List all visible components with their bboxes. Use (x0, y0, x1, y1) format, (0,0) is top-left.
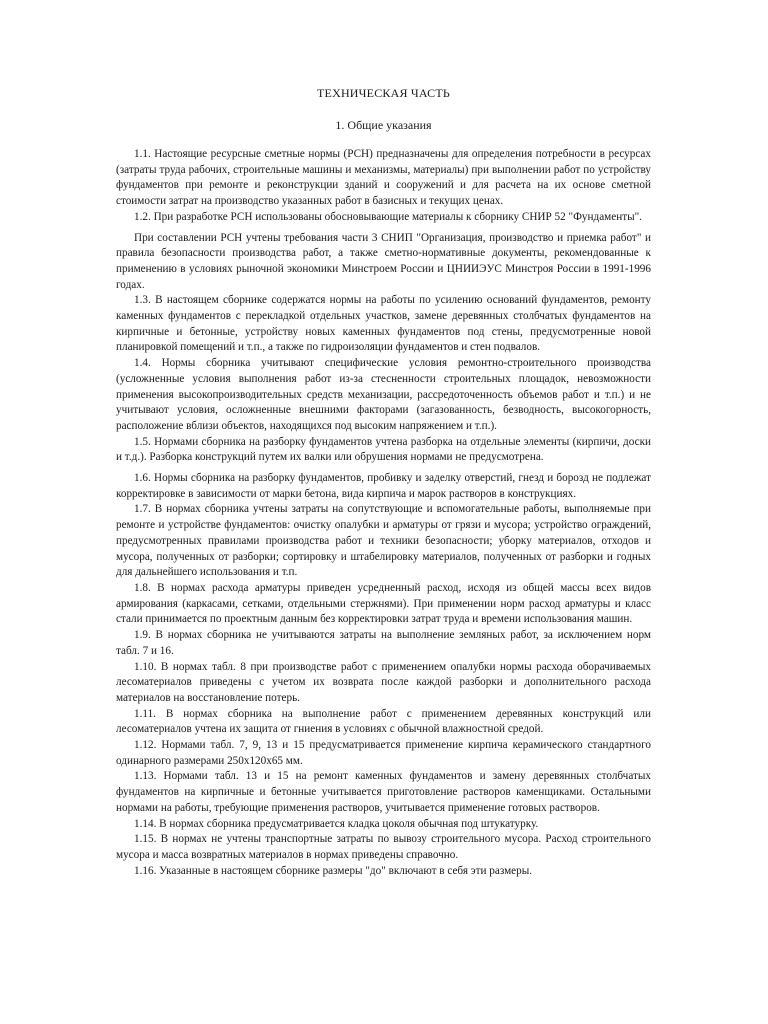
paragraph-1-16: 1.16. Указанные в настоящем сборнике размеры "до" включают в себя эти размеры. (134, 864, 533, 877)
paragraph-1-13: 1.13. Нормами табл. 13 и 15 на ремонт каменных фундаментов и замену деревянных столбчатых фундаментов на кирпичные и бетонные учитывается приготовление растворов каменщиками. Остальными нормами на работы, требующие применения растворов, учитывается применение готовых растворов. (116, 770, 651, 814)
section-title: 1. Общие указания (335, 118, 432, 132)
paragraph-1-3: 1.3. В настоящем сборнике содержатся нормы на работы по усилению оснований фундаментов, ремонту каменных фундаментов с перекладкой отдельных участков, замене деревянных столбчатых фундаментов на кирпичные и бетонные, устройству новых каменных фундаментов под стены, предусмотренные новой планировкой помещений и т.п., а также по гидроизоляции фундаментов и стен подвалов. (116, 294, 651, 354)
paragraph-1-14: 1.14. В нормах сборника предусматривается кладка цоколя обычная под штукатурку. (134, 817, 539, 830)
paragraph-1-10: 1.10. В нормах табл. 8 при производстве работ с применением опалубки нормы расхода оборачиваемых лесоматериалов приведены с учетом их возврата после каждой разборки и дополнительного расхода материалов на восстановление потерь. (116, 660, 651, 704)
document-title: ТЕХНИЧЕСКАЯ ЧАСТЬ (317, 86, 450, 100)
paragraph-1-2: 1.2. При разработке РСН использованы обосновывающие материалы к сборнику СНИР 52 "Фундаменты". (134, 210, 642, 223)
paragraph-1-12: 1.12. Нормами табл. 7, 9, 13 и 15 предусматривается применение кирпича керамического стандартного одинарного размерами 250х120х65 мм. (116, 739, 651, 767)
paragraph-1-15: 1.15. В нормах не учтены транспортные затраты по вывозу строительного мусора. Расход строительного мусора и масса возвратных материалов в нормах приведены справочно. (116, 833, 651, 861)
paragraph-1-1: 1.1. Настоящие ресурсные сметные нормы (РСН) предназначены для определения потребности в ресурсах (затраты труда рабочих, строительные машины и механизмы, материалы) при выполнении работ по устройству фундаментов при ремонте и реконструкции зданий и сооружений и для расчета на их основе сметной стоимости затрат на производство указанных работ в базисных и текущих ценах. (116, 148, 651, 208)
paragraph-1-11: 1.11. В нормах сборника на выполнение работ с применением деревянных конструкций или лесоматериалов учтена их защита от гниения в условиях с обычной влажностной средой. (116, 707, 651, 736)
document-page (116, 86, 651, 879)
paragraph-1-2-continued: При составлении РСН учтены требования части 3 СНИП "Организация, производство и приемка работ" и правила безопасности производства работ, а также сметно-нормативные документы, рекомендованные к применению в условиях рыночной экономики Минстроем России и ЦНИИЭУС Минстроя России в 1991-1996 годах. (116, 231, 651, 291)
paragraph-1-6: 1.6. Нормы сборника на разборку фундаментов, пробивку и заделку отверстий, гнезд и борозд не подлежат корректировке в зависимости от марки бетона, вида кирпича и марок растворов в конструкциях. (116, 472, 651, 500)
paragraph-1-9: 1.9. В нормах сборника не учитываются затраты на выполнение земляных работ, за исключением норм табл. 7 и 16. (116, 629, 651, 657)
paragraph-1-8: 1.8. В нормах расхода арматуры приведен усредненный расход, исходя из общей массы всех видов армирования (каркасами, сетками, отдельными стержнями). При применении норм расход арматуры и класс стали принимается по проектным данным без корректировки затрат труда и времени использования машин. (116, 581, 651, 626)
paragraph-1-5: 1.5. Нормами сборника на разборку фундаментов учтена разборка на отдельные элементы (кирпичи, доски и т.д.). Разборка конструкций путем их валки или обрушения нормами не предусмотрена. (116, 435, 651, 464)
paragraph-1-4: 1.4. Нормы сборника учитывают специфические условия ремонтно-строительного производства (усложненные условия выполнения работ из-за стесненности строительных площадок, невозможности применения высокопроизводительных средств механизации, рассредоточенность объемов работ и т.п.) и не учитывают условия, осложненные внешними факторами (загазованность, безводность, высокогорность, расположение вблизи объектов, находящихся под высоким напряжением и т.п.). (116, 357, 651, 432)
paragraph-1-7: 1.7. В нормах сборника учтены затраты на сопутствующие и вспомогательные работы, выполняемые при ремонте и устройстве фундаментов: очистку опалубки и арматуры от грязи и мусора; устройство ограждений, предусмотренных правилами производства работ и техники безопасности; уборку материалов, отходов и мусора, полученных от разборки; сортировку и штабелировку материалов, полученных от разборки и годных для дальнейшего использования и т.п. (116, 503, 651, 579)
